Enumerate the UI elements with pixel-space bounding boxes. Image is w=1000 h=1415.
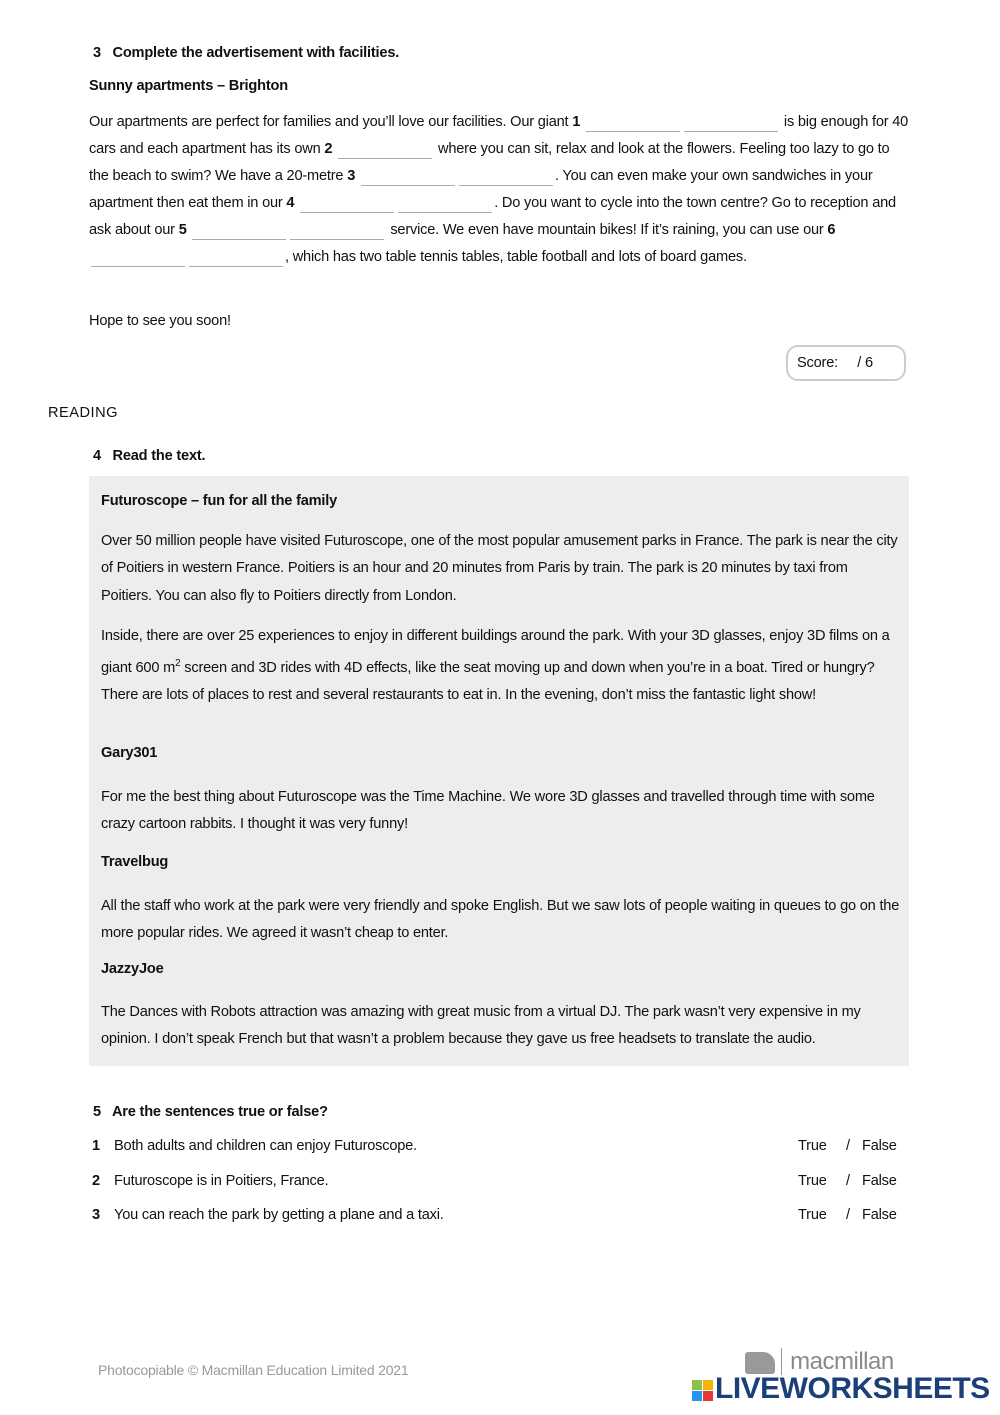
gap-6-input-1[interactable] [91, 249, 185, 267]
review-text: For me the best thing about Futuroscope was the Time Machine. We wore 3D glasses and travelled through time with some crazy cartoon rabbits. I thought it was very funny! [101, 789, 875, 833]
gap-2-input-1[interactable] [338, 141, 432, 159]
gap-5-input-2[interactable] [290, 222, 384, 240]
exercise-3-heading [93, 45, 399, 61]
exercise-instruction: Complete the advertisement with facilities. [112, 45, 400, 61]
false-option[interactable]: False [862, 1207, 897, 1223]
ad-text: , which has two table tennis tables, table football and lots of board games. [285, 249, 747, 265]
gap-3-input-1[interactable] [361, 168, 455, 186]
separator: / [846, 1172, 850, 1189]
score-total: / 6 [857, 355, 873, 371]
review-user: JazzyJoe [101, 961, 164, 977]
exercise-number: 3 [93, 45, 101, 61]
gap-4-input-2[interactable] [398, 195, 492, 213]
ad-text: service. We even have mountain bikes! If it’s raining, you can use our [386, 222, 828, 238]
text: screen and 3D rides with 4D effects, like the seat moving up and down when you’re in a boat. Tired or hungry? There are lots of places to rest and several restaurants to eat in. In the evening, don’t miss the fantastic light show! [101, 660, 875, 704]
gap-number: 4 [286, 195, 295, 211]
item-text: You can reach the park by getting a plane and a taxi. [114, 1207, 444, 1223]
liveworksheets-logo [692, 1372, 990, 1406]
text: Inside, there are over 25 experiences to enjoy in different buildings around the park. With your 3D glasses, enjoy 3D films on a giant 600 m [101, 628, 890, 677]
score-box [786, 345, 906, 381]
true-option[interactable]: True [798, 1172, 827, 1189]
advertisement-text [89, 109, 911, 271]
gap-3-input-2[interactable] [459, 168, 553, 186]
separator: / [846, 1138, 850, 1154]
ad-text: . You can even make your own sandwiches in your apartment then eat them in our [89, 168, 873, 211]
gap-1-input-1[interactable] [586, 114, 680, 132]
review-user: Travelbug [101, 854, 169, 870]
gap-1-input-2[interactable] [684, 114, 778, 132]
false-option[interactable]: False [862, 1138, 897, 1154]
exercise-4-heading [93, 448, 205, 464]
superscript: 2 [175, 658, 181, 670]
gap-number: 2 [324, 141, 333, 157]
ad-closing: Hope to see you soon! [89, 313, 231, 329]
false-option[interactable]: False [862, 1172, 897, 1189]
gap-6-input-2[interactable] [189, 249, 283, 267]
live-blocks-icon [692, 1380, 713, 1401]
exercise-number: 4 [93, 448, 101, 464]
review-text: All the staff who work at the park were very friendly and spoke English. But we saw lots of people waiting in queues to go on the more popular rides. We agreed it wasn’t cheap to enter. [101, 898, 900, 942]
exercise-instruction: Read the text. [112, 448, 206, 464]
ad-text: Our apartments are perfect for families and you’ll love our facilities. Our giant [89, 114, 573, 130]
gap-4-input-1[interactable] [300, 195, 394, 213]
review-user: Gary301 [101, 745, 158, 761]
item-number: 1 [92, 1138, 100, 1154]
true-option[interactable]: True [798, 1207, 827, 1223]
item-number: 3 [92, 1207, 100, 1223]
exercise-number: 5 [93, 1104, 101, 1120]
score-label: Score: [797, 355, 838, 371]
gap-number: 6 [827, 222, 836, 238]
reading-title: Futuroscope – fun for all the family [101, 493, 338, 509]
true-option[interactable]: True [798, 1138, 827, 1154]
ad-text: . Do you want to cycle into the town centre? Go to reception and ask about our [89, 195, 896, 238]
section-heading: READING [48, 405, 118, 421]
item-text: Both adults and children can enjoy Futuroscope. [114, 1138, 417, 1154]
footer-copyright: Photocopiable © Macmillan Education Limited 2021 [98, 1362, 409, 1378]
ad-text: where you can sit, relax and look at the flowers. Feeling too lazy to go to the beach to swim? We have a 20-metre [89, 141, 890, 184]
exercise-5-heading [93, 1104, 328, 1120]
logo-text: macmillan [781, 1348, 894, 1375]
logo-text: LIVEWORKSHEETS [715, 1372, 990, 1405]
gap-number: 5 [178, 222, 187, 238]
separator: / [846, 1207, 850, 1223]
reading-text-box [89, 476, 909, 1066]
item-text: Futuroscope is in Poitiers, France. [114, 1172, 329, 1189]
gap-5-input-1[interactable] [192, 222, 286, 240]
ad-title: Sunny apartments – Brighton [89, 78, 288, 94]
exercise-instruction: Are the sentences true or false? [111, 1104, 328, 1120]
item-number: 2 [92, 1172, 100, 1189]
reading-paragraph-1: Over 50 million people have visited Futuroscope, one of the most popular amusement parks in France. The park is near the city of Poitiers in western France. Poitiers is an hour and 20 minutes from Paris by train. The park is 20 minutes by taxi from Poitiers. You can also fly to Poitiers directly from London. [101, 533, 898, 604]
gap-number: 1 [572, 114, 581, 130]
reading-paragraph-2 [101, 623, 901, 710]
review-text: The Dances with Robots attraction was amazing with great music from a virtual DJ. The park wasn’t very expensive in my opinion. I don’t speak French but that wasn’t a problem because they gave us free headsets to translate the audio. [101, 1004, 861, 1048]
gap-number: 3 [347, 168, 356, 184]
ad-text: is big enough for 40 cars and each apartment has its own [89, 114, 909, 157]
